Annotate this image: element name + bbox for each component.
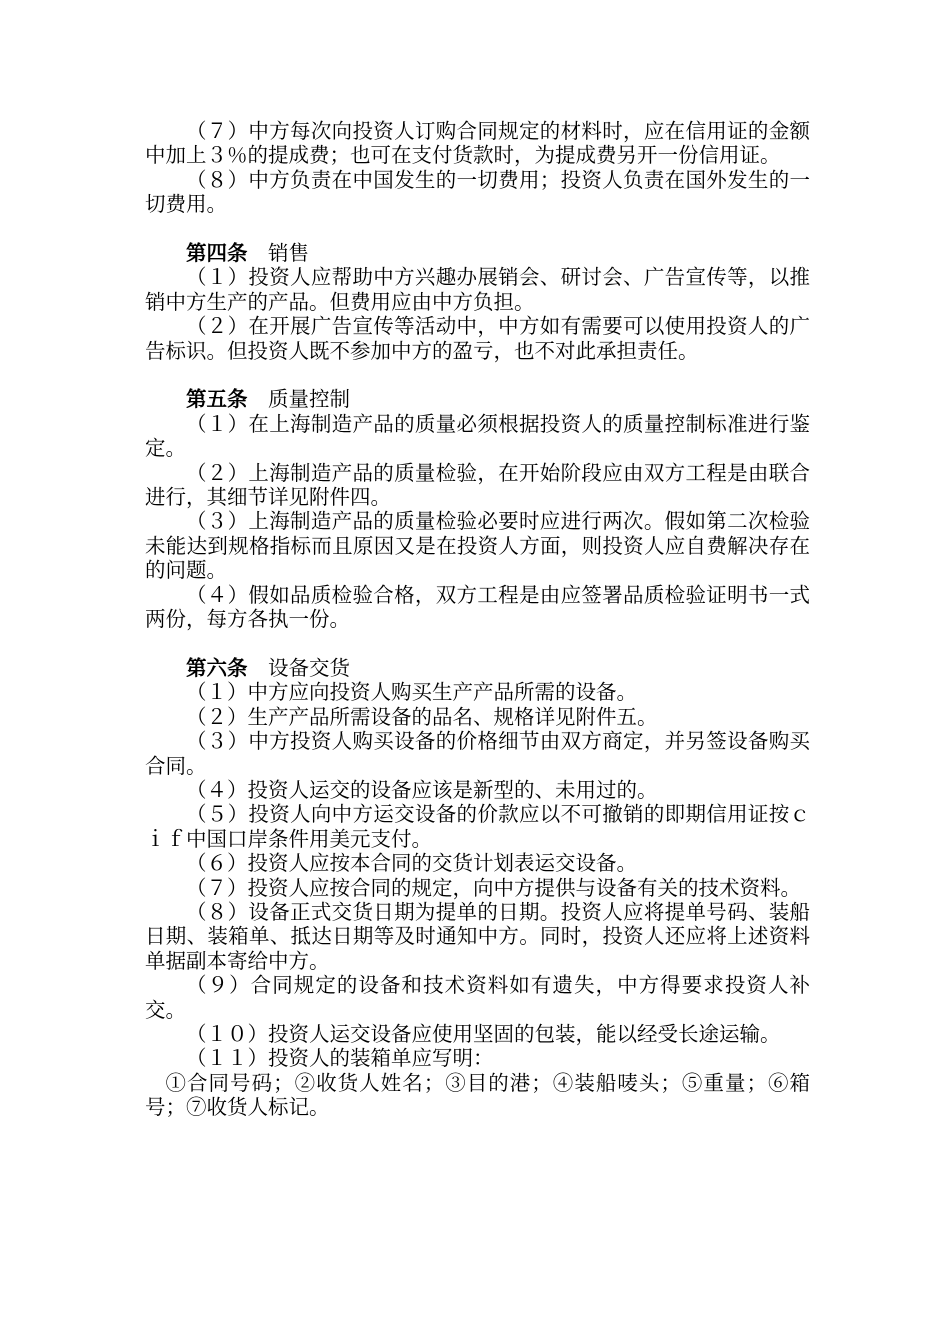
paragraph-gap	[145, 632, 810, 656]
clause-6-4: （４）投资人运交的设备应该是新型的、未用过的。	[186, 777, 658, 802]
article-5-heading	[145, 387, 810, 411]
clause-3-7: （７）中方每次向投资人订购合同规定的材料时，应在信用证的金额中加上３％的提成费；也可在支付货款时，为提成费另开一份信用证。	[145, 119, 810, 168]
article-6-number: 第六条	[186, 655, 248, 680]
clause-5-1: （１）在上海制造产品的质量必须根据投资人的质量控制标准进行鉴定。	[145, 411, 810, 461]
clause-5-4: （４）假如品质检验合格，双方工程是由应签署品质检验证明书一式两份，每方各执一份。	[145, 582, 810, 632]
paragraph-gap	[145, 217, 810, 241]
clause-6-2: （２）生产产品所需设备的品名、规格详见附件五。	[186, 704, 658, 729]
clause-6-6: （６）投资人应按本合同的交货计划表运交设备。	[186, 851, 637, 876]
document-page	[145, 119, 810, 1120]
article-6-heading	[145, 656, 810, 680]
clause-4-1: （１）投资人应帮助中方兴趣办展销会、研讨会、广告宣传等，以推销中方生产的产品。但费用应由中方负担。	[145, 265, 810, 314]
clause-3-8: （８）中方负责在中国发生的一切费用；投资人负责在国外发生的一切费用。	[145, 167, 810, 217]
clause-6-5: （５）投资人向中方运交设备的价款应以不可撤销的即期信用证按ｃｉｆ中国口岸条件用美元支付。	[145, 802, 810, 851]
article-6-title: 设备交货	[268, 655, 350, 680]
clause-6-10: （１０）投资人运交设备应使用坚固的包装，能以经受长途运输。	[186, 1021, 781, 1046]
article-4-heading	[145, 241, 810, 265]
clause-5-2: （２）上海制造产品的质量检验，在开始阶段应由双方工程是由联合进行，其细节详见附件四。	[145, 460, 810, 510]
clause-6-8: （８）设备正式交货日期为提单的日期。投资人应将提单号码、装船日期、装箱单、抵达日期等及时通知中方。同时，投资人还应将上述资料单据副本寄给中方。	[145, 899, 810, 973]
packing-list-items: ①合同号码；②收货人姓名；③目的港；④装船唛头；⑤重量；⑥箱号；⑦收货人标记。	[145, 1070, 810, 1120]
paragraph-gap	[145, 363, 810, 387]
clause-4-2: （２）在开展广告宣传等活动中，中方如有需要可以使用投资人的广告标识。但投资人既不参加中方的盈亏，也不对此承担责任。	[145, 314, 810, 363]
clause-5-3: （３）上海制造产品的质量检验必要时应进行两次。假如第二次检验未能达到规格指标而且原因又是在投资人方面，则投资人应自费解决存在的问题。	[145, 509, 810, 583]
clause-6-1: （１）中方应向投资人购买生产产品所需的设备。	[186, 680, 637, 705]
clause-6-9: （９）合同规定的设备和技术资料如有遗失，中方得要求投资人补交。	[145, 973, 810, 1022]
clause-6-11: （１１）投资人的装箱单应写明：	[186, 1046, 494, 1071]
article-4-number: 第四条	[186, 241, 248, 266]
article-4-title: 销售	[268, 241, 309, 266]
clause-6-3: （３）中方投资人购买设备的价格细节由双方商定，并另签设备购买合同。	[145, 729, 810, 778]
article-5-number: 第五条	[186, 387, 248, 412]
article-5-title: 质量控制	[268, 387, 350, 412]
clause-6-7: （７）投资人应按合同的规定，向中方提供与设备有关的技术资料。	[186, 875, 801, 900]
